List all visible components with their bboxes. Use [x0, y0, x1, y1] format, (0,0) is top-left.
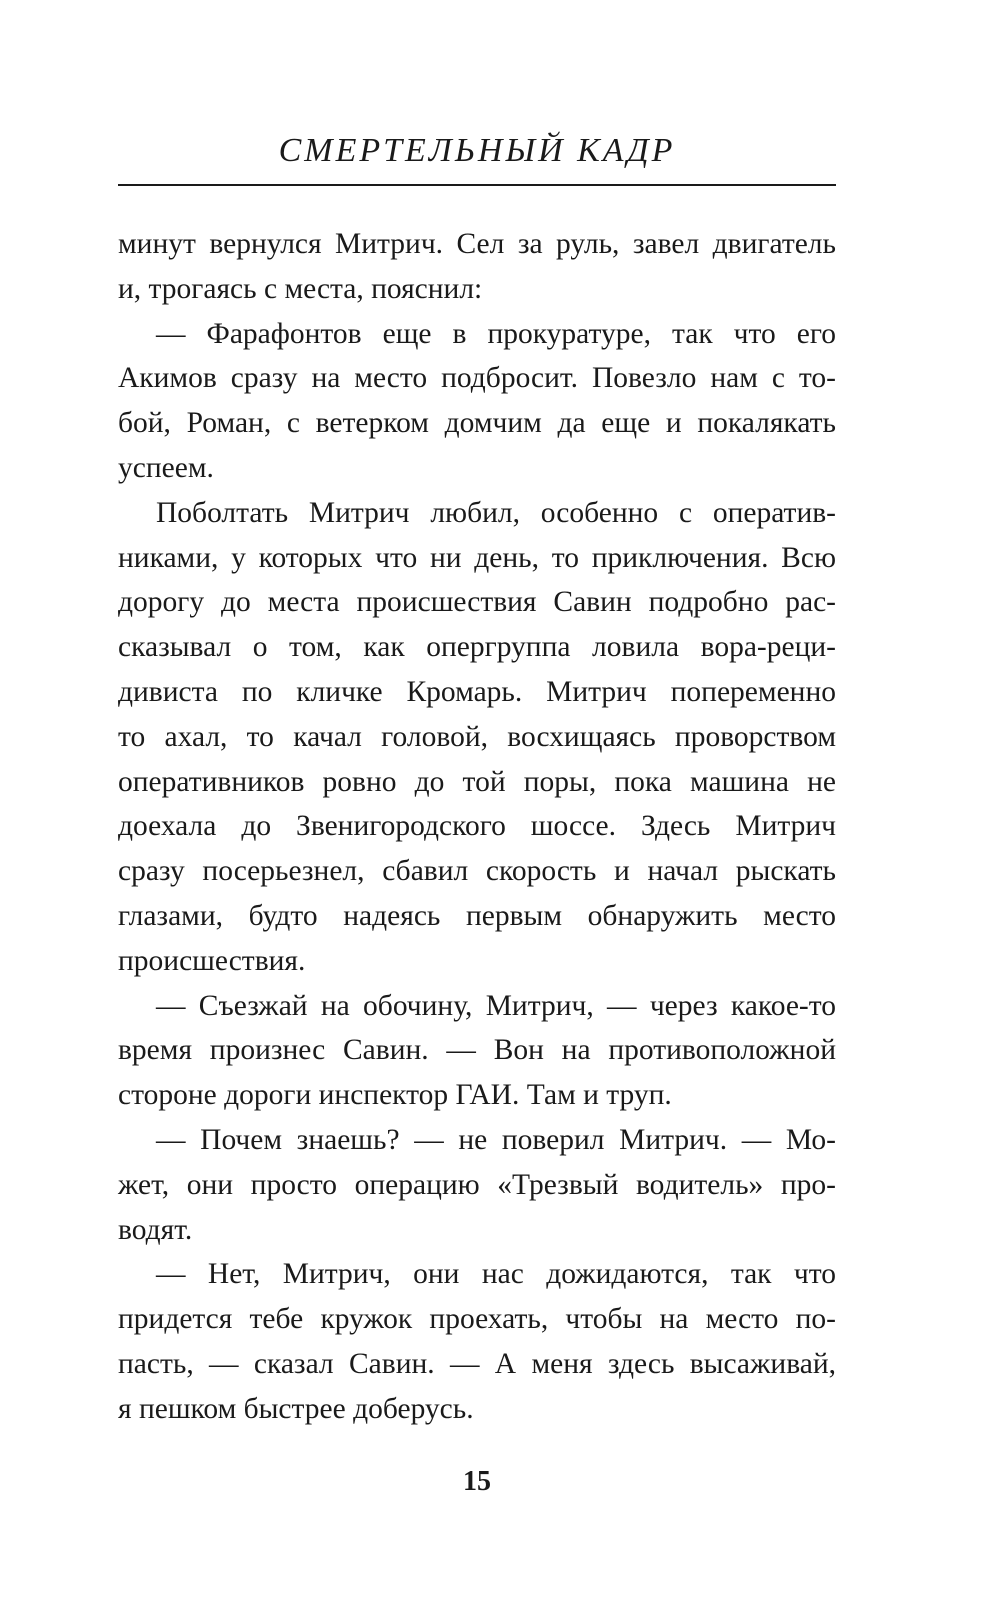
header-rule [118, 184, 836, 186]
text-line: пасть, — сказал Савин. — А меня здесь высаживай, [118, 1347, 836, 1380]
text-line: — Фарафонтов еще в прокуратуре, так что его [156, 317, 836, 350]
body-text [118, 222, 836, 1432]
text-line: жет, они просто операцию «Трезвый водитель» про- [118, 1168, 836, 1201]
text-line: я пешком быстрее доберусь. [118, 1392, 474, 1425]
text-line: никами, у которых что ни день, то приключения. Всю [118, 541, 836, 574]
text-line: дорогу до места происшествия Савин подробно рас- [118, 586, 836, 619]
text-line: время произнес Савин. — Вон на противоположной [118, 1034, 836, 1067]
text-line: сразу посерьезнел, сбавил скорость и начал рыскать [118, 855, 836, 888]
text-line: — Съезжай на обочину, Митрич, — через какое-то [156, 989, 836, 1022]
text-line: бой, Роман, с ветерком домчим да еще и покалякать [118, 407, 836, 440]
text-line: то ахал, то качал головой, восхищаясь проворством [118, 720, 836, 753]
text-line: сказывал о том, как опергруппа ловила вора-реци- [118, 631, 836, 664]
text-line: стороне дороги инспектор ГАИ. Там и труп. [118, 1079, 672, 1112]
text-line: — Нет, Митрич, они нас дожидаются, так что [156, 1258, 836, 1291]
text-line: глазами, будто надеясь первым обнаружить место [118, 899, 836, 932]
text-line: Поболтать Митрич любил, особенно с оператив- [156, 496, 836, 529]
text-line: — Почем знаешь? — не поверил Митрич. — Мо- [156, 1123, 836, 1156]
text-line: и, трогаясь с места, пояснил: [118, 272, 483, 305]
text-line: происшествия. [118, 944, 306, 977]
text-line: придется тебе кружок проехать, чтобы на место по- [118, 1303, 836, 1336]
text-line: минут вернулся Митрич. Сел за руль, завел двигатель [118, 228, 836, 260]
running-title: СМЕРТЕЛЬНЫЙ КАДР [278, 132, 676, 169]
text-line: доехала до Звенигородского шоссе. Здесь Митрич [118, 810, 836, 843]
text-line: дивиста по кличке Кромарь. Митрич попеременно [118, 675, 836, 708]
page-number: 15 [463, 1466, 491, 1497]
text-line: Акимов сразу на место подбросит. Повезло нам с то- [118, 362, 836, 395]
text-line: успеем. [118, 451, 214, 484]
text-line: водят. [118, 1213, 193, 1246]
text-line: оперативников ровно до той поры, пока машина не [118, 765, 836, 798]
